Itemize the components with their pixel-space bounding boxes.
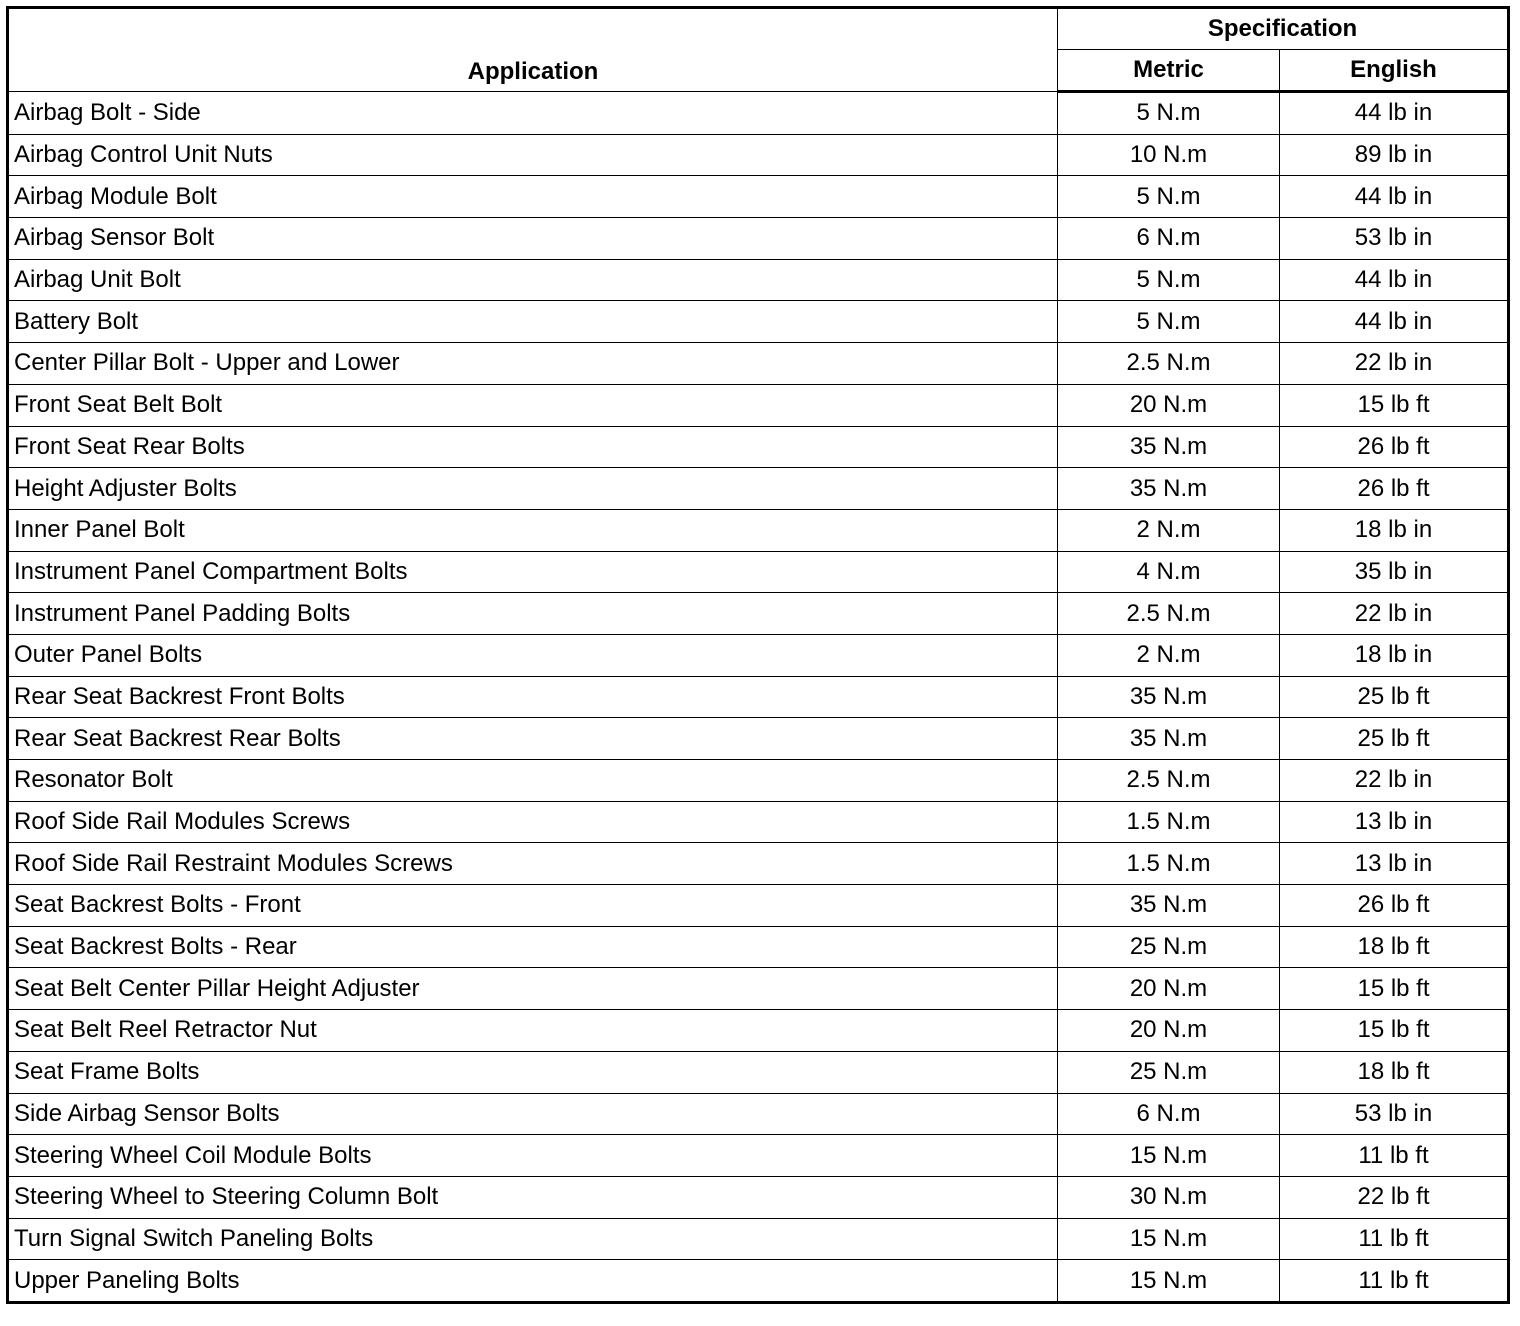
metric-cell: 1.5 N.m — [1058, 843, 1280, 885]
application-cell: Seat Backrest Bolts - Rear — [8, 926, 1058, 968]
table-row — [8, 968, 1509, 1010]
metric-cell: 20 N.m — [1058, 968, 1280, 1010]
table-row — [8, 926, 1509, 968]
english-cell: 18 lb in — [1280, 634, 1509, 676]
metric-cell: 30 N.m — [1058, 1176, 1280, 1218]
english-cell: 44 lb in — [1280, 259, 1509, 301]
table-row — [8, 1051, 1509, 1093]
metric-cell: 5 N.m — [1058, 259, 1280, 301]
table-row — [8, 1176, 1509, 1218]
english-cell: 53 lb in — [1280, 1093, 1509, 1135]
english-cell: 22 lb in — [1280, 593, 1509, 635]
table-row — [8, 426, 1509, 468]
english-cell: 18 lb in — [1280, 509, 1509, 551]
table-row — [8, 1135, 1509, 1177]
english-cell: 13 lb in — [1280, 801, 1509, 843]
application-cell: Front Seat Belt Bolt — [8, 384, 1058, 426]
application-cell: Steering Wheel to Steering Column Bolt — [8, 1176, 1058, 1218]
metric-cell: 35 N.m — [1058, 468, 1280, 510]
table-row — [8, 1093, 1509, 1135]
english-cell: 22 lb in — [1280, 760, 1509, 802]
metric-cell: 5 N.m — [1058, 176, 1280, 218]
table-row — [8, 760, 1509, 802]
table-row — [8, 134, 1509, 176]
application-cell: Rear Seat Backrest Rear Bolts — [8, 718, 1058, 760]
header-row-top — [8, 8, 1509, 50]
english-cell: 18 lb ft — [1280, 926, 1509, 968]
metric-cell: 15 N.m — [1058, 1260, 1280, 1303]
english-cell: 22 lb ft — [1280, 1176, 1509, 1218]
application-cell: Seat Belt Reel Retractor Nut — [8, 1010, 1058, 1052]
application-cell: Rear Seat Backrest Front Bolts — [8, 676, 1058, 718]
table-row — [8, 468, 1509, 510]
metric-cell: 5 N.m — [1058, 301, 1280, 343]
application-cell: Side Airbag Sensor Bolts — [8, 1093, 1058, 1135]
metric-cell: 25 N.m — [1058, 926, 1280, 968]
english-cell: 18 lb ft — [1280, 1051, 1509, 1093]
metric-cell: 25 N.m — [1058, 1051, 1280, 1093]
table-row — [8, 384, 1509, 426]
table-row — [8, 634, 1509, 676]
application-cell: Seat Frame Bolts — [8, 1051, 1058, 1093]
metric-cell: 5 N.m — [1058, 92, 1280, 135]
application-cell: Battery Bolt — [8, 301, 1058, 343]
metric-cell: 10 N.m — [1058, 134, 1280, 176]
metric-cell: 2.5 N.m — [1058, 343, 1280, 385]
metric-cell: 35 N.m — [1058, 676, 1280, 718]
english-cell: 11 lb ft — [1280, 1218, 1509, 1260]
english-cell: 25 lb ft — [1280, 718, 1509, 760]
table-row — [8, 885, 1509, 927]
application-cell: Center Pillar Bolt - Upper and Lower — [8, 343, 1058, 385]
application-cell: Outer Panel Bolts — [8, 634, 1058, 676]
table-row — [8, 676, 1509, 718]
english-cell: 35 lb in — [1280, 551, 1509, 593]
metric-cell: 15 N.m — [1058, 1218, 1280, 1260]
torque-specification-table — [6, 6, 1510, 1304]
application-cell: Airbag Unit Bolt — [8, 259, 1058, 301]
table-row — [8, 801, 1509, 843]
application-cell: Instrument Panel Compartment Bolts — [8, 551, 1058, 593]
application-cell: Airbag Control Unit Nuts — [8, 134, 1058, 176]
english-cell: 25 lb ft — [1280, 676, 1509, 718]
english-cell: 15 lb ft — [1280, 384, 1509, 426]
english-cell: 22 lb in — [1280, 343, 1509, 385]
table-row — [8, 1218, 1509, 1260]
metric-cell: 35 N.m — [1058, 885, 1280, 927]
application-cell: Front Seat Rear Bolts — [8, 426, 1058, 468]
application-cell: Airbag Bolt - Side — [8, 92, 1058, 135]
metric-cell: 35 N.m — [1058, 426, 1280, 468]
application-cell: Roof Side Rail Restraint Modules Screws — [8, 843, 1058, 885]
english-cell: 26 lb ft — [1280, 885, 1509, 927]
application-cell: Resonator Bolt — [8, 760, 1058, 802]
english-cell: 44 lb in — [1280, 301, 1509, 343]
table-row — [8, 343, 1509, 385]
english-cell: 26 lb ft — [1280, 468, 1509, 510]
english-cell: 15 lb ft — [1280, 968, 1509, 1010]
table-row — [8, 176, 1509, 218]
application-cell: Inner Panel Bolt — [8, 509, 1058, 551]
table-row — [8, 92, 1509, 135]
application-cell: Airbag Module Bolt — [8, 176, 1058, 218]
application-cell: Seat Backrest Bolts - Front — [8, 885, 1058, 927]
english-cell: 53 lb in — [1280, 218, 1509, 260]
application-cell: Seat Belt Center Pillar Height Adjuster — [8, 968, 1058, 1010]
table-row — [8, 843, 1509, 885]
table-row — [8, 551, 1509, 593]
metric-cell: 20 N.m — [1058, 1010, 1280, 1052]
english-cell: 13 lb in — [1280, 843, 1509, 885]
application-cell: Steering Wheel Coil Module Bolts — [8, 1135, 1058, 1177]
metric-cell: 6 N.m — [1058, 218, 1280, 260]
metric-cell: 6 N.m — [1058, 1093, 1280, 1135]
table-row — [8, 218, 1509, 260]
table-row — [8, 259, 1509, 301]
english-cell: 44 lb in — [1280, 176, 1509, 218]
table-row — [8, 1260, 1509, 1303]
specification-column-header: Specification — [1058, 8, 1509, 50]
metric-cell: 4 N.m — [1058, 551, 1280, 593]
application-cell: Turn Signal Switch Paneling Bolts — [8, 1218, 1058, 1260]
table-row — [8, 1010, 1509, 1052]
metric-cell: 2.5 N.m — [1058, 760, 1280, 802]
application-column-header: Application — [8, 8, 1058, 92]
application-cell: Instrument Panel Padding Bolts — [8, 593, 1058, 635]
metric-cell: 2 N.m — [1058, 509, 1280, 551]
metric-cell: 2 N.m — [1058, 634, 1280, 676]
metric-cell: 20 N.m — [1058, 384, 1280, 426]
application-cell: Airbag Sensor Bolt — [8, 218, 1058, 260]
metric-column-header: Metric — [1058, 50, 1280, 92]
metric-cell: 2.5 N.m — [1058, 593, 1280, 635]
table-row — [8, 301, 1509, 343]
metric-cell: 15 N.m — [1058, 1135, 1280, 1177]
english-cell: 26 lb ft — [1280, 426, 1509, 468]
english-cell: 11 lb ft — [1280, 1135, 1509, 1177]
english-cell: 11 lb ft — [1280, 1260, 1509, 1303]
table-row — [8, 593, 1509, 635]
table-row — [8, 509, 1509, 551]
metric-cell: 1.5 N.m — [1058, 801, 1280, 843]
application-cell: Height Adjuster Bolts — [8, 468, 1058, 510]
english-cell: 89 lb in — [1280, 134, 1509, 176]
application-cell: Roof Side Rail Modules Screws — [8, 801, 1058, 843]
english-cell: 44 lb in — [1280, 92, 1509, 135]
english-column-header: English — [1280, 50, 1509, 92]
english-cell: 15 lb ft — [1280, 1010, 1509, 1052]
metric-cell: 35 N.m — [1058, 718, 1280, 760]
table-header — [8, 8, 1509, 92]
table-row — [8, 718, 1509, 760]
table-body — [8, 92, 1509, 1303]
application-cell: Upper Paneling Bolts — [8, 1260, 1058, 1303]
